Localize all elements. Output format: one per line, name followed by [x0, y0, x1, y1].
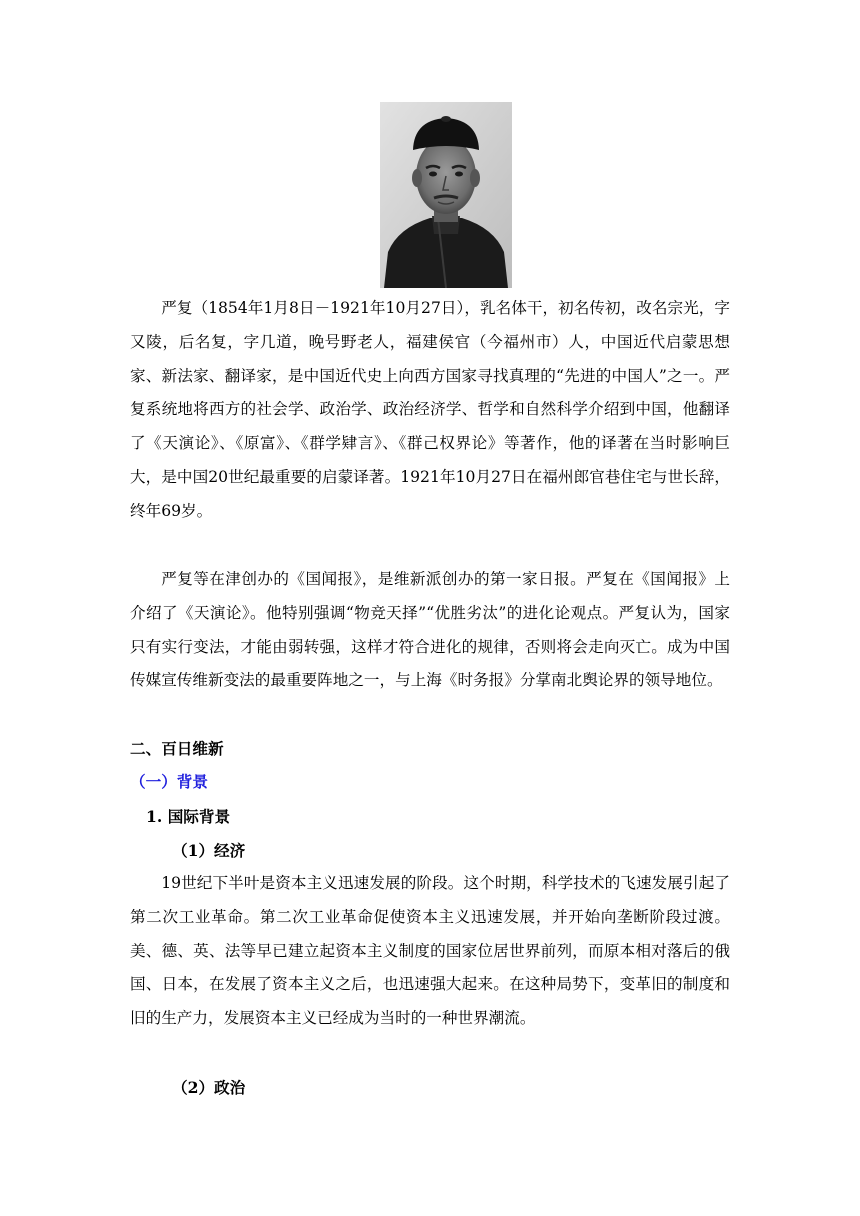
section-heading: 二、百日维新 [130, 739, 224, 758]
item-heading: 1. 国际背景 [146, 807, 231, 826]
paragraph-economy: 19世纪下半叶是资本主义迅速发展的阶段。这个时期，科学技术的飞速发展引起了第二次工业革命。第二次工业革命促使资本主义迅速发展，并开始向垄断阶段过渡。美、德、英、法等早已建立起资本主义制度的国家位居世界前列，而原本相对落后的俄国、日本，在发展了资本主义之后，也迅速强大起来。在这种局势下，变革旧的制度和旧的生产力，发展资本主义已经成为当时的一种世界潮流。 [130, 874, 730, 1028]
subitem-heading-politics: （2）政治 [172, 1078, 246, 1097]
economy-paragraph-block [130, 867, 730, 1036]
paragraph-guowen-bao: 严复等在津创办的《国闻报》，是维新派创办的第一家日报。严复在《国闻报》上介绍了《天演论》。他特别强调“物竞天择”“优胜劣汰”的进化论观点。严复认为，国家只有实行变法，才能由弱转强，这样才符合进化的规律，否则将会走向灭亡。成为中国传媒宣传维新变法的最重要阵地之一，与上海《时务报》分掌南北舆论界的领导地位。 [130, 570, 730, 690]
guowen-bao-paragraph-block [130, 563, 730, 698]
subsection-heading: （一）背景 [130, 772, 208, 791]
subitem-heading-economy: （1）经济 [172, 841, 246, 860]
portrait-photo [380, 102, 512, 288]
paragraph-yan-fu-biography: 严复（1854年1月8日－1921年10月27日），乳名体干，初名传初，改名宗光，字又陵，后名复，字几道，晚号野老人，福建侯官（今福州市）人，中国近代启蒙思想家、新法家、翻译家，是中国近代史上向西方国家寻找真理的“先进的中国人”之一。严复系统地将西方的社会学、政治学、政治经济学、哲学和自然科学介绍到中国，他翻译了《天演论》、《原富》、《群学肄言》、《群己权界论》等著作，他的译著在当时影响巨大，是中国20世纪最重要的启蒙译著。1921年10月27日在福州郎官巷住宅与世长辞，终年69岁。 [130, 299, 730, 520]
biography-paragraph-block [130, 292, 730, 529]
